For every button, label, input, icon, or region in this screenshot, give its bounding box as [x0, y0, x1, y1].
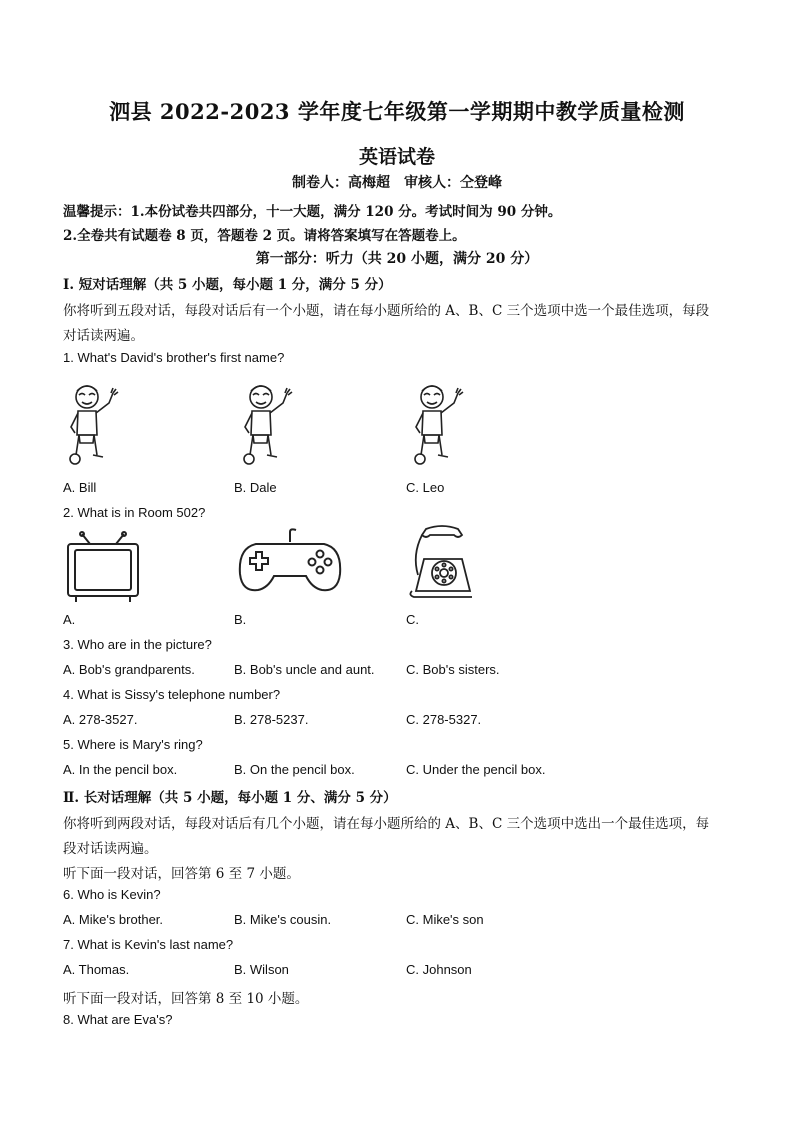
q2-option-b: B.	[234, 612, 247, 627]
q1-option-c: C. Leo	[406, 480, 445, 495]
section1-instruction-2: 对话读两遍。	[63, 328, 144, 344]
boy-waving-icon	[63, 383, 125, 469]
television-icon	[66, 530, 140, 608]
question-4: 4. What is Sissy's telephone number?	[63, 687, 281, 702]
q7-option-b: B. Wilson	[234, 962, 289, 977]
q7-option-c: C. Johnson	[406, 962, 472, 977]
q7-option-a: A. Thomas.	[63, 962, 130, 977]
question-6: 6. Who is Kevin?	[63, 887, 161, 902]
q5-option-c: C. Under the pencil box.	[406, 762, 546, 777]
q4-option-b: B. 278-5237.	[234, 712, 309, 727]
part1-title: 第一部分：听力（共 20 小题，满分 20 分）	[255, 251, 539, 267]
question-1: 1. What's David's brother's first name?	[63, 350, 285, 365]
q6-option-a: A. Mike's brother.	[63, 912, 164, 927]
section1-instruction-1: 你将听到五段对话，每段对话后有一个小题，请在每小题所给的 A、B、C 三个选项中选一个最佳选项，每段	[63, 303, 710, 319]
game-controller-icon	[236, 528, 344, 602]
section2-instruction-2: 段对话读两遍。	[63, 841, 158, 857]
q4-option-c: C. 278-5327.	[406, 712, 482, 727]
boy-waving-icon	[237, 383, 299, 469]
exam-title: 泗县 2022-2023 学年度七年级第一学期期中教学质量检测	[109, 99, 685, 124]
dialog-1-note: 听下面一段对话，回答第 6 至 7 小题。	[63, 866, 300, 882]
question-5: 5. Where is Mary's ring?	[63, 737, 203, 752]
section2-title: Ⅱ. 长对话理解（共 5 小题，每小题 1 分、满分 5 分）	[63, 790, 397, 806]
q2-option-a: A.	[63, 612, 76, 627]
q2-option-c: C.	[406, 612, 419, 627]
q6-option-b: B. Mike's cousin.	[234, 912, 332, 927]
boy-waving-icon	[408, 383, 470, 469]
q3-option-b: B. Bob's uncle and aunt.	[234, 662, 375, 677]
q1-option-a: A. Bill	[63, 480, 97, 495]
question-8: 8. What are Eva's?	[63, 1012, 173, 1027]
question-3: 3. Who are in the picture?	[63, 637, 212, 652]
q4-option-a: A. 278-3527.	[63, 712, 138, 727]
question-2: 2. What is in Room 502?	[63, 505, 206, 520]
rotary-telephone-icon	[408, 525, 478, 601]
q6-option-c: C. Mike's son	[406, 912, 484, 927]
q3-option-a: A. Bob's grandparents.	[63, 662, 195, 677]
section2-instruction-1: 你将听到两段对话，每段对话后有几个小题，请在每小题所给的 A、B、C 三个选项中选出一个最佳选项，每	[63, 816, 710, 832]
notice-line-2: 2.全卷共有试题卷 8 页，答题卷 2 页。请将答案填写在答题卷上。	[63, 228, 466, 244]
q1-option-b: B. Dale	[234, 480, 277, 495]
exam-makers: 制卷人：高梅超 审核人：仝登峰	[292, 175, 502, 191]
q5-option-a: A. In the pencil box.	[63, 762, 178, 777]
q5-option-b: B. On the pencil box.	[234, 762, 355, 777]
exam-subtitle: 英语试卷	[358, 146, 435, 168]
notice-line-1: 温馨提示：1.本份试卷共四部分，十一大题，满分 120 分。考试时间为 90 分钟。	[63, 204, 562, 220]
dialog-2-note: 听下面一段对话，回答第 8 至 10 小题。	[63, 991, 309, 1007]
q3-option-c: C. Bob's sisters.	[406, 662, 500, 677]
section1-title: Ⅰ. 短对话理解（共 5 小题，每小题 1 分，满分 5 分）	[63, 277, 392, 293]
question-7: 7. What is Kevin's last name?	[63, 937, 234, 952]
